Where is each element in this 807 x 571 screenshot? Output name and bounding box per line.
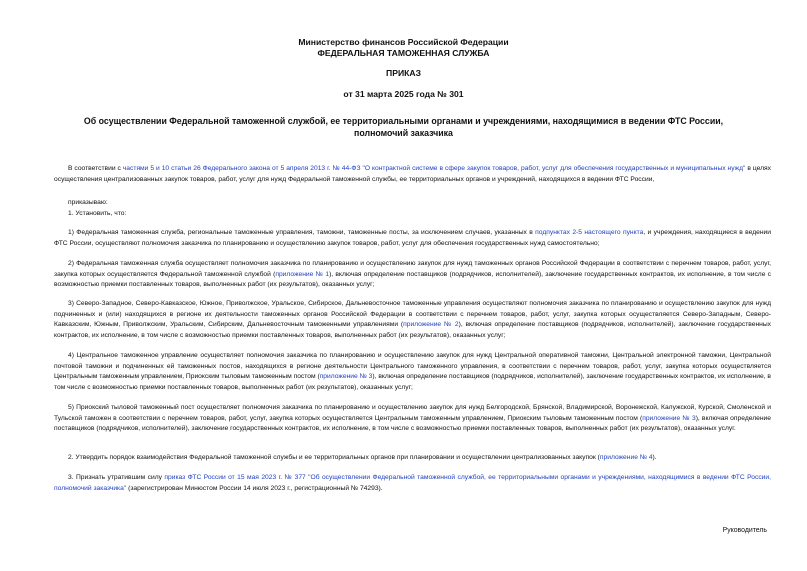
appendix-4-link[interactable]: приложение № 4 [599, 454, 653, 461]
item-2-text-1: 2. Утвердить порядок взаимодействия Федеральной таможенной службы и ее территориальных органов при планировании и осуществлении централизованных закупок ( [68, 454, 600, 461]
subitem-4-text-2: ), включая определение поставщиков (подрядчиков, исполнителей), заключение государственных контрактов, их исполнение, в том числе с возможностью приемки поставленных товаров, выполненных работ (их результатов), оказанных услуг; [54, 373, 771, 391]
order-word: приказываю: [68, 199, 108, 206]
subitem-3 [54, 299, 771, 341]
doc-date-number: от 31 марта 2025 года № 301 [343, 89, 464, 99]
ministry-name: Министерство финансов Российской Федерации [298, 37, 509, 47]
subitem-4 [54, 351, 771, 393]
appendix-1-link[interactable]: приложение № 1 [275, 270, 330, 278]
subitem-2-text-2: ), включая определение поставщиков (подрядчиков, исполнителей), заключение государственных контрактов, их исполнение, в том числе с возможностью приемки поставленных товаров, выполненных работ (их результатов), оказанных услуг; [54, 270, 771, 289]
subitem-1-link[interactable]: подпунктах 2-5 настоящего пункта [535, 229, 644, 236]
subitem-2-text-1: 2) Федеральная таможенная служба осуществляет полномочия заказчика по планированию и осуществлению закупок для нужд таможенных органов Российской Федерации в соответствии с перечнем товаров, работ, услуг, закупка которых осуществляется Федеральной таможенной службой ( [54, 260, 771, 278]
doc-type: ПРИКАЗ [386, 68, 421, 78]
service-name: ФЕДЕРАЛЬНАЯ ТАМОЖЕННАЯ СЛУЖБА [317, 48, 490, 58]
appendix-2-link[interactable]: приложение № 2 [403, 321, 459, 329]
subitem-5-text-1: 5) Приокский тыловой таможенный пост осуществляет полномочия заказчика по планированию и осуществлению закупок для нужд Белгородской, Брянской, Владимирской, Воронежской, Калужской, Курской, Смоленской и Тульской таможен в соответствии с перечнем товаров, работ, услуг, закупка которых осуществляется Центральным таможенным управлением, Приокским тыловым таможенным постом ( [54, 404, 771, 422]
item-3-text-1: 3. Признать утратившим силу [68, 474, 165, 481]
signature-label: Руководитель [722, 527, 767, 534]
subitem-1 [54, 228, 771, 249]
item-3 [54, 473, 771, 494]
subitem-1-text-2: , и учреждения, находящиеся в ведении ФТС России, осуществляют полномочия заказчика по планированию и осуществлению закупок товаров, работ, услуг для обеспечения государственных нужд самостоятельно; [54, 229, 771, 247]
preamble-law-link[interactable]: частями 5 и 10 статьи 26 Федерального закона от 5 апреля 2013 г. № 44-ФЗ "О контрактной системе в сфере закупок товаров, работ, услуг для обеспечения государственных и муниципальных нужд" [122, 165, 746, 172]
repealed-order-link[interactable]: приказ ФТС России от 15 мая 2023 г. № 377 "Об осуществлении Федеральной таможенной службой, ее территориальными органами и учреждениями, находящимися в ведении ФТС России, полномочий заказчика" [54, 474, 771, 492]
doc-title: Об осуществлении Федеральной таможенной службой, ее территориальными органами и учреждениями, находящимися в ведении ФТС России, полномочий заказчика [83, 116, 724, 138]
preamble [54, 164, 771, 185]
item-2-text-2: ). [652, 454, 657, 461]
subitem-5-text-2: ), включая определение поставщиков (подрядчиков, исполнителей), заключение государственных контрактов, их исполнение, в том числе с возможностью приемки поставленных товаров, выполненных работ (их результатов), оказанных услуг. [54, 414, 771, 433]
subitem-4-text-1: 4) Центральное таможенное управление осуществляет полномочия заказчика по планированию и осуществлению закупок для нужд Центральной оперативной таможни, Центральной электронной таможни, Центральной почтовой таможни и подчиненных ей таможенных постов, находящихся в регионе деятельности Центрального таможенного управления, в соответствии с перечнем товаров, работ, услуг, закупка которых осуществляется Центральным таможенным управлением, Приокским тыловым таможенным постом ( [54, 352, 771, 381]
subitem-1-text-1: 1) Федеральная таможенная служба, региональные таможенные управления, таможни, таможенные посты, за исключением случаев, указанных в [68, 229, 536, 236]
subitem-3-text-2: ), включая определение поставщиков (подрядчиков, исполнителей), заключение государственных контрактов, их исполнение, в том числе с возможностью приемки поставленных товаров, выполненных работ (их результатов), оказанных услуг; [54, 321, 771, 339]
subitem-5 [54, 403, 771, 435]
item-2 [54, 453, 771, 464]
appendix-3-link-2[interactable]: приложение № 3 [642, 414, 696, 422]
appendix-3-link[interactable]: приложение № 3 [319, 373, 373, 381]
item-1: 1. Установить, что: [68, 210, 127, 217]
subitem-3-text-1: 3) Северо-Западное, Северо-Кавказское, Южное, Приволжское, Уральское, Сибирское, Дальневосточное таможенные управления осуществляют полномочия заказчика по планированию и осуществлению закупок для нужд подчиненных и (или) находящихся в регионе их деятельности таможенных органов Российской Федерации в соответствии с перечнем товаров, работ, услуг, закупка которых осуществляется Северо-Западным, Северо-Кавказским, Южным, Приволжским, Уральским, Сибирским, Дальневосточным таможенными управлениями ( [54, 300, 771, 329]
preamble-text-2: в целях осуществления централизованных закупок товаров, работ, услуг для нужд Федеральной таможенной службы, ее территориальных органов и учреждений, находящихся в ведении ФТС России, [54, 165, 771, 183]
preamble-text-1: В соответствии с [68, 165, 123, 172]
subitem-2 [54, 259, 771, 291]
item-3-text-2: (зарегистрирован Минюстом России 14 июля 2023 г., регистрационный № 74293). [126, 484, 383, 492]
